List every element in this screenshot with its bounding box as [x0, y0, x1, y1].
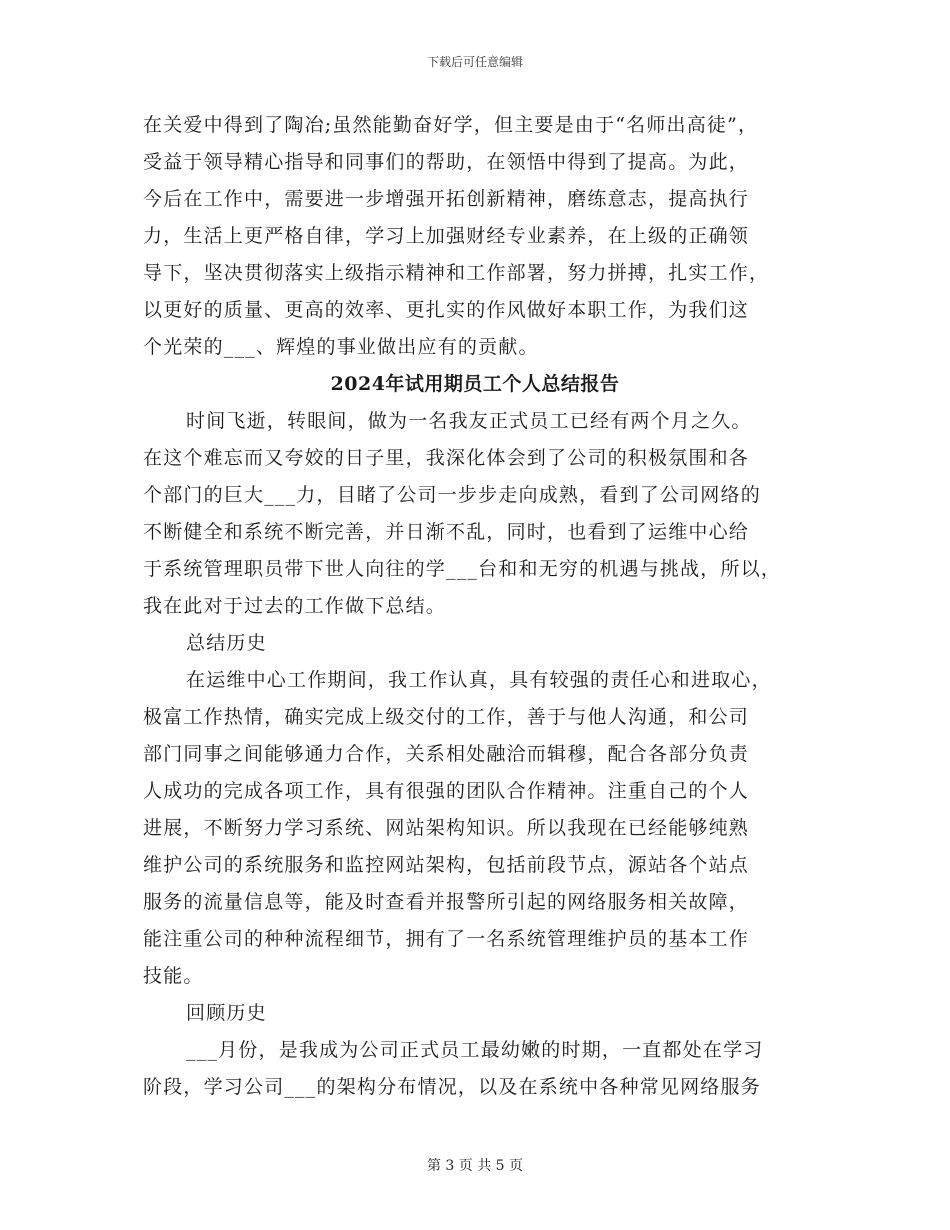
- page-footer: 第 3 页 共 5 页: [426, 1158, 524, 1174]
- paragraph-line: 维护公司的系统服务和监控网站架构，包括前段节点，源站各个站点: [143, 854, 750, 876]
- section-heading: 总结历史: [186, 632, 267, 654]
- paragraph-line: 在运维中心工作期间，我工作认真，具有较强的责任心和进取心，: [186, 669, 772, 691]
- paragraph-line: 技能。: [143, 965, 204, 987]
- section-heading: 回顾历史: [186, 1002, 267, 1024]
- page-header: 下载后可任意编辑: [426, 55, 523, 69]
- paragraph-line: 进展，不断努力学习系统、网站架构知识。所以我现在已经能够纯熟: [143, 817, 750, 839]
- paragraph-line: 个光荣的___、辉煌的事业做出应有的贡献。: [143, 336, 539, 358]
- paragraph-line: 能注重公司的种种流程细节，拥有了一名系统管理维护员的基本工作: [143, 928, 750, 950]
- paragraph-line: 个部门的巨大___力，目睹了公司一步步走向成熟，看到了公司网络的: [143, 484, 761, 506]
- paragraph-line: 我在此对于过去的工作做下总结。: [143, 595, 447, 617]
- paragraph-line: 以更好的质量、更高的效率、更扎实的作风做好本职工作，为我们这: [143, 299, 750, 321]
- paragraph-line: 部门同事之间能够通力合作，关系相处融洽而辑穆，配合各部分负责: [143, 743, 750, 765]
- paragraph-line: 时间飞逝，转眼间，做为一名我友正式员工已经有两个月之久。: [186, 410, 752, 432]
- document-title: 2024年试用期员工个人总结报告: [330, 373, 620, 395]
- paragraph-line: 服务的流量信息等，能及时查看并报警所引起的网络服务相关故障，: [143, 891, 750, 913]
- paragraph-line: 在关爱中得到了陶冶;虽然能勤奋好学，但主要是由于“名师出高徒”，: [143, 114, 759, 136]
- paragraph-line: 力，生活上更严格自律，学习上加强财经专业素养，在上级的正确领: [143, 225, 750, 247]
- paragraph-line: 于系统管理职员带下世人向往的学___台和和无穷的机遇与挑战，所以，: [143, 558, 782, 580]
- paragraph-line: ___月份，是我成为公司正式员工最幼嫩的时期，一直都处在学习: [186, 1039, 764, 1061]
- paragraph-line: 人成功的完成各项工作，具有很强的团队合作精神。注重自己的个人: [143, 780, 750, 802]
- paragraph-line: 不断健全和系统不断完善，并日渐不乱，同时，也看到了运维中心给: [143, 521, 750, 543]
- paragraph-line: 受益于领导精心指导和同事们的帮助，在领悟中得到了提高。为此，: [143, 151, 750, 173]
- paragraph-line: 今后在工作中，需要进一步增强开拓创新精神，磨练意志，提高执行: [143, 188, 750, 210]
- paragraph-line: 阶段，学习公司___的架构分布情况，以及在系统中各种常见网络服务: [143, 1076, 761, 1098]
- paragraph-line: 在这个难忘而又夸姣的日子里，我深化体会到了公司的积极氛围和各: [143, 447, 750, 469]
- paragraph-line: 导下，坚决贯彻落实上级指示精神和工作部署，努力拼搏，扎实工作，: [143, 262, 770, 284]
- paragraph-line: 极富工作热情，确实完成上级交付的工作，善于与他人沟通，和公司: [143, 706, 750, 728]
